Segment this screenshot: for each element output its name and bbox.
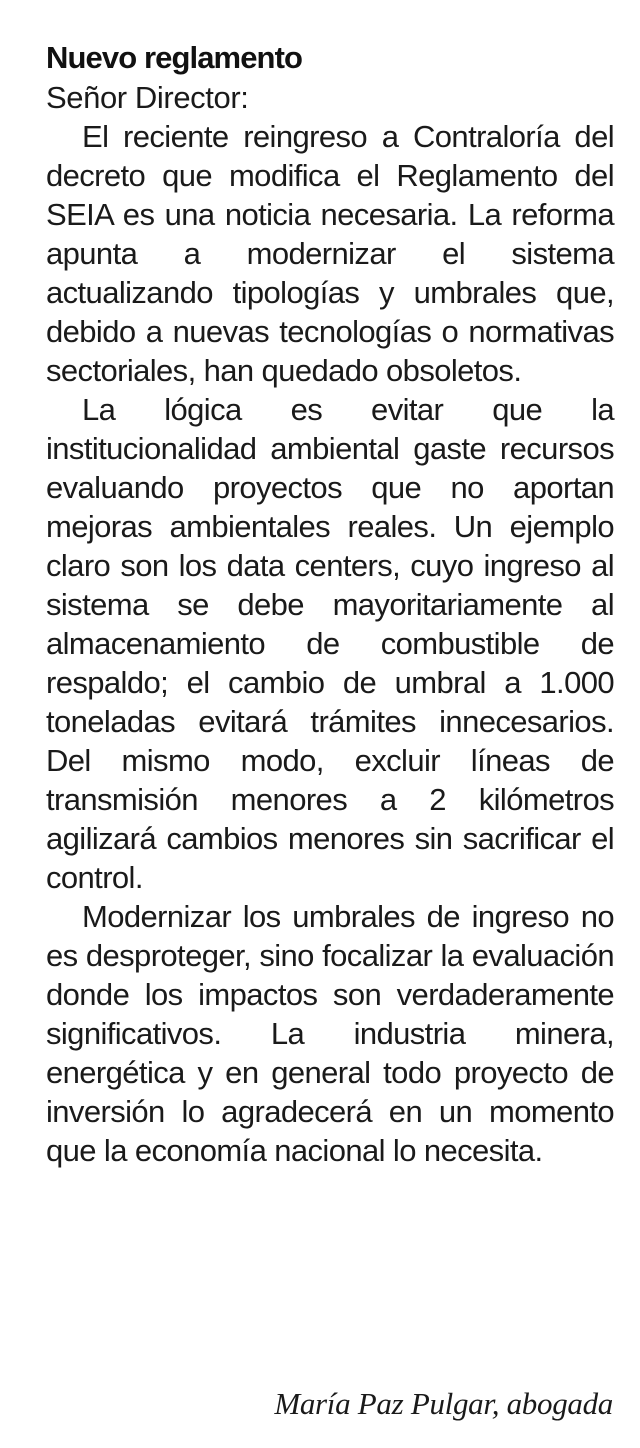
letter-salutation: Señor Director: [46,80,249,115]
letter-paragraph-2: La lógica es evitar que la institucionalidad ambiental gaste recursos evaluando proyectos que no aportan mejoras ambientales reales. Un ejemplo claro son los data centers, cuyo ingreso al sistema se debe mayoritariamente al almacenamiento de combustible de respaldo; el cambio de umbral a 1.000 toneladas evitará trámites innecesarios. Del mismo modo, excluir líneas de transmisión menores a 2 kilómetros agilizará cambios menores sin sacrificar el control. [46,392,614,895]
letter-paragraph-3: Modernizar los umbrales de ingreso no es desproteger, sino focalizar la evaluación donde los impactos son verdaderamente significativos. La industria minera, energética y en general todo proyecto de inversión lo agradecerá en un momento que la economía nacional lo necesita. [46,899,614,1168]
letter-signature: María Paz Pulgar, abogada [274,1386,613,1421]
letter-paragraph-1: El reciente reingreso a Contraloría del decreto que modifica el Reglamento del SEIA es una noticia necesaria. La reforma apunta a modernizar el sistema actualizando tipologías y umbrales que, debido a nuevas tecnologías o normativas sectoriales, han quedado obsoletos. [46,119,614,388]
letter-headline: Nuevo reglamento [46,40,303,75]
letter-column [46,38,614,1170]
